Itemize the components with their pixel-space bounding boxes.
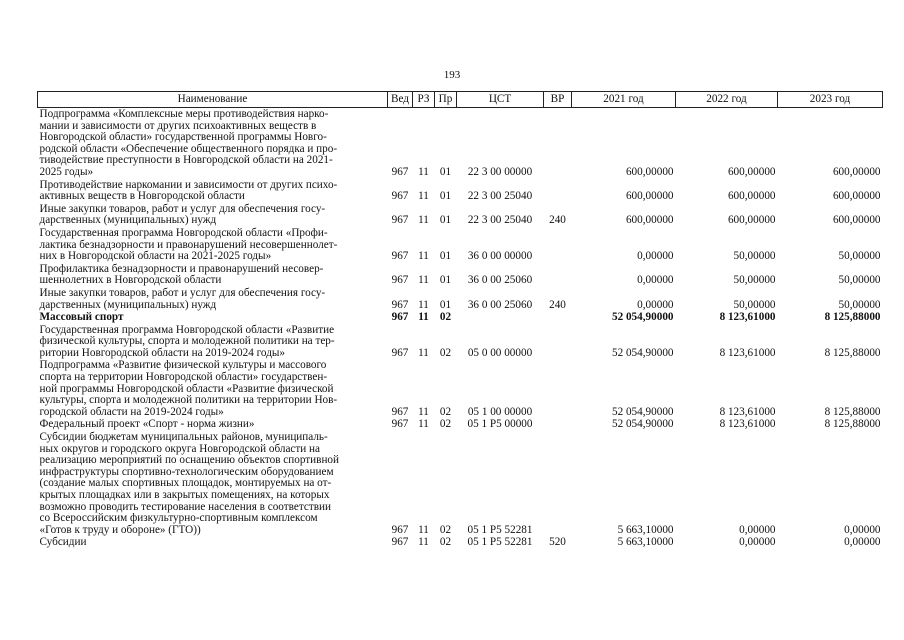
row-ved: 967 bbox=[391, 405, 409, 418]
row-ved: 967 bbox=[391, 523, 409, 536]
row-2022: 600,00000 bbox=[727, 165, 776, 178]
row-2023: 0,00000 bbox=[844, 536, 881, 549]
table-row bbox=[38, 536, 883, 549]
row-cst bbox=[457, 311, 544, 324]
row-rz: 11 bbox=[418, 346, 429, 359]
header-name: Наименование bbox=[38, 92, 388, 108]
row-2023: 50,00000 bbox=[838, 274, 881, 287]
row-cst: 36 0 00 00000 bbox=[467, 250, 533, 263]
row-vr bbox=[544, 431, 572, 536]
row-vr bbox=[544, 359, 572, 418]
row-2021: 0,00000 bbox=[637, 250, 674, 263]
row-cst: 36 0 00 25060 bbox=[467, 298, 533, 311]
row-name: Государственная программа Новгородской области «Профи- лактика безнадзорности и правонарушений несовершеннолет- них в Новгородской области на 2021-2025 годы» bbox=[39, 226, 338, 263]
row-pr: 01 bbox=[439, 274, 452, 287]
row-name: Иные закупки товаров, работ и услуг для обеспечения госу- дарственных (муниципальных) нужд bbox=[39, 286, 326, 311]
table-row bbox=[38, 311, 883, 324]
row-2021: 52 054,90000 bbox=[611, 346, 674, 359]
row-2023: 0,00000 bbox=[844, 523, 881, 536]
row-ved: 967 bbox=[391, 214, 409, 227]
header-rz: РЗ bbox=[413, 92, 435, 108]
table-header bbox=[38, 92, 883, 108]
row-pr: 01 bbox=[439, 250, 452, 263]
row-rz: 11 bbox=[418, 405, 429, 418]
row-ved: 967 bbox=[391, 274, 409, 287]
table-row bbox=[38, 359, 883, 418]
row-cst: 05 1 00 00000 bbox=[467, 405, 533, 418]
row-2021: 52 054,90000 bbox=[611, 311, 674, 324]
header-2022: 2022 год bbox=[676, 92, 778, 108]
row-ved: 967 bbox=[391, 298, 409, 311]
row-2022: 600,00000 bbox=[727, 214, 776, 227]
table-row bbox=[38, 108, 883, 179]
row-rz: 11 bbox=[418, 190, 429, 203]
row-name: Противодействие наркомании и зависимости от других психо- активных веществ в Новгородской области bbox=[39, 178, 338, 203]
row-name: Массовый спорт bbox=[39, 311, 124, 324]
row-cst: 05 1 P5 52281 bbox=[467, 536, 533, 549]
row-vr bbox=[544, 263, 572, 287]
row-2022: 8 123,61000 bbox=[719, 311, 776, 324]
row-2021: 0,00000 bbox=[637, 298, 674, 311]
row-ved: 967 bbox=[391, 165, 409, 178]
table-row bbox=[38, 179, 883, 203]
row-2022: 8 123,61000 bbox=[719, 346, 776, 359]
table-row bbox=[38, 287, 883, 311]
row-rz: 11 bbox=[418, 418, 429, 431]
row-cst: 22 3 00 25040 bbox=[467, 214, 533, 227]
row-vr bbox=[544, 418, 572, 431]
row-ved: 967 bbox=[391, 418, 409, 431]
header-ved: Вед bbox=[388, 92, 413, 108]
row-2022: 0,00000 bbox=[739, 523, 776, 536]
row-cst: 22 3 00 25040 bbox=[467, 190, 533, 203]
row-name: Субсидии бюджетам муниципальных районов, муниципаль- ных округов и городского округа Новгородской области на реализацию мероприятий по оснащению объектов спортивной инфраструктуры спортивно-технологическим оборудованием (создание малых спортивных площадок, монтируемых на от- крытых площадках или в закрытых помещениях, на которых возможно проводить тестирование населения в соответствии со Всероссийским физкультурно-спортивным комплексом «Готов к труду и обороне» (ГТО)) bbox=[39, 431, 340, 536]
row-vr bbox=[544, 311, 572, 324]
row-ved: 967 bbox=[391, 346, 409, 359]
row-ved: 967 bbox=[391, 190, 409, 203]
row-name: Профилактика безнадзорности и правонарушений несовер- шеннолетних в Новгородской области bbox=[39, 262, 324, 287]
table-row bbox=[38, 203, 883, 227]
row-2022: 50,00000 bbox=[733, 274, 776, 287]
header-2023: 2023 год bbox=[778, 92, 883, 108]
row-2023: 8 125,88000 bbox=[824, 405, 881, 418]
row-vr bbox=[544, 179, 572, 203]
page-number: 193 bbox=[443, 69, 461, 81]
row-vr: 240 bbox=[549, 214, 566, 227]
row-2021: 0,00000 bbox=[637, 274, 674, 287]
row-2023: 8 125,88000 bbox=[824, 418, 881, 431]
row-name: Государственная программа Новгородской области «Развитие физической культуры, спорта и молодежной политики на тер- ритории Новгородской области на 2019-2024 годы» bbox=[39, 323, 335, 359]
row-pr: 02 bbox=[439, 523, 452, 536]
table-row bbox=[38, 431, 883, 536]
row-ved: 967 bbox=[391, 250, 409, 263]
row-2021: 600,00000 bbox=[625, 165, 674, 178]
row-2023: 8 125,88000 bbox=[824, 311, 881, 324]
row-pr: 02 bbox=[439, 405, 452, 418]
row-pr: 02 bbox=[439, 418, 452, 431]
row-vr: 520 bbox=[549, 536, 566, 549]
row-2021: 5 663,10000 bbox=[617, 536, 674, 549]
row-rz: 11 bbox=[418, 250, 429, 263]
row-2022: 600,00000 bbox=[727, 190, 776, 203]
row-pr: 02 bbox=[439, 536, 452, 549]
row-pr: 02 bbox=[439, 346, 452, 359]
row-vr bbox=[544, 108, 572, 179]
row-2022: 50,00000 bbox=[733, 250, 776, 263]
row-rz: 11 bbox=[418, 523, 429, 536]
row-cst: 36 0 00 25060 bbox=[467, 274, 533, 287]
row-ved: 967 bbox=[391, 536, 409, 549]
row-name: Иные закупки товаров, работ и услуг для обеспечения госу- дарственных (муниципальных) нужд bbox=[39, 202, 326, 227]
row-2022: 8 123,61000 bbox=[719, 405, 776, 418]
row-cst: 05 0 00 00000 bbox=[467, 346, 533, 359]
table-row bbox=[38, 418, 883, 431]
row-rz: 11 bbox=[418, 311, 429, 324]
row-vr bbox=[544, 324, 572, 360]
row-rz: 11 bbox=[418, 165, 429, 178]
row-rz: 11 bbox=[418, 298, 429, 311]
row-2021: 600,00000 bbox=[625, 190, 674, 203]
row-pr: 02 bbox=[439, 311, 452, 324]
row-name: Подпрограмма «Комплексные меры противодействия нарко- мании и зависимости от других психоактивных веществ в Новгородской области» государственной программы Новго- родской области «Обеспечение общественного порядка и про- тиводействие преступности в Новгородской области на 2021- 2025 годы» bbox=[39, 108, 338, 178]
row-cst: 05 1 P5 52281 bbox=[467, 523, 533, 536]
row-name: Подпрограмма «Развитие физической культуры и массового спорта на территории Новгородской области» государствен- ной программы Новгородской области «Развитие физической культуры, спорта и молодежной политики на территории Нов- городской области на 2019-2024 годы» bbox=[39, 359, 338, 418]
budget-table bbox=[37, 91, 883, 549]
row-rz: 11 bbox=[418, 274, 429, 287]
row-ved: 967 bbox=[391, 311, 409, 324]
row-2021: 52 054,90000 bbox=[611, 405, 674, 418]
header-vr: ВР bbox=[544, 92, 572, 108]
row-2022: 0,00000 bbox=[739, 536, 776, 549]
row-name: Субсидии bbox=[39, 536, 87, 549]
row-rz: 11 bbox=[418, 536, 429, 549]
row-cst: 05 1 P5 00000 bbox=[467, 418, 533, 431]
row-2021: 5 663,10000 bbox=[617, 523, 674, 536]
header-pr: Пр bbox=[435, 92, 457, 108]
row-vr bbox=[544, 227, 572, 263]
row-vr: 240 bbox=[549, 298, 566, 311]
table-row bbox=[38, 227, 883, 263]
row-2023: 600,00000 bbox=[832, 214, 881, 227]
row-pr: 01 bbox=[439, 214, 452, 227]
row-2023: 50,00000 bbox=[838, 250, 881, 263]
row-2023: 600,00000 bbox=[832, 190, 881, 203]
row-name: Федеральный проект «Спорт - норма жизни» bbox=[39, 418, 255, 431]
row-2023: 8 125,88000 bbox=[824, 346, 881, 359]
header-cst: ЦСТ bbox=[457, 92, 544, 108]
row-2023: 50,00000 bbox=[838, 298, 881, 311]
table-row bbox=[38, 263, 883, 287]
row-2021: 600,00000 bbox=[625, 214, 674, 227]
row-pr: 01 bbox=[439, 190, 452, 203]
row-pr: 01 bbox=[439, 298, 452, 311]
row-cst: 22 3 00 00000 bbox=[467, 165, 533, 178]
row-2021: 52 054,90000 bbox=[611, 418, 674, 431]
row-2022: 8 123,61000 bbox=[719, 418, 776, 431]
row-2023: 600,00000 bbox=[832, 165, 881, 178]
row-rz: 11 bbox=[418, 214, 429, 227]
table-row bbox=[38, 324, 883, 360]
row-pr: 01 bbox=[439, 165, 452, 178]
header-2021: 2021 год bbox=[572, 92, 676, 108]
row-2022: 50,00000 bbox=[733, 298, 776, 311]
